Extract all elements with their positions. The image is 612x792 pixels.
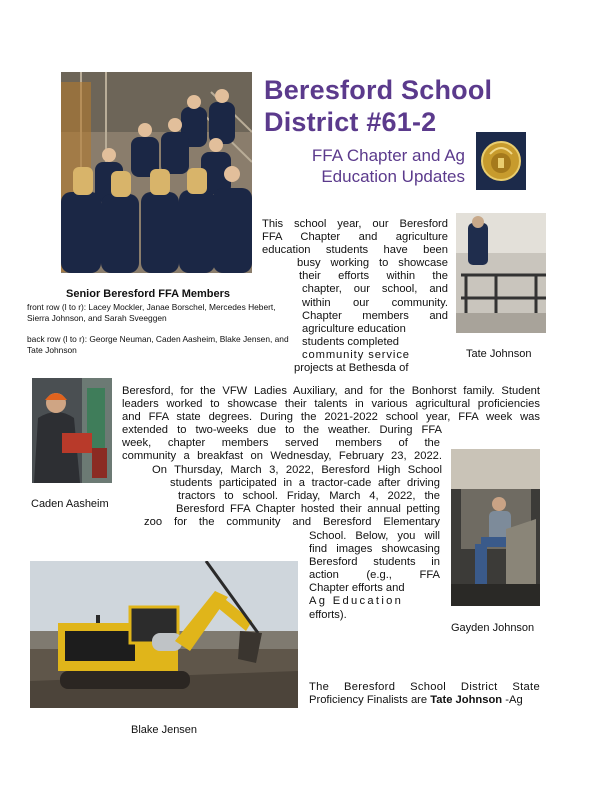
- gayden-johnson-photo: [451, 449, 540, 606]
- caden-aasheim-photo: [32, 378, 112, 483]
- finalists-line-1: The Beresford School District State: [309, 681, 540, 693]
- tate-johnson-photo: [456, 213, 546, 333]
- body-narrow-line: Beresford students in: [309, 556, 440, 569]
- body-line: zoo for the community and Beresford Elementary: [144, 515, 440, 528]
- senior-front-row-text: front row (l to r): Lacey Mockler, Janae Borschel, Mercedes Hebert, Sierra Johnson, and Sarah Sveeggen: [27, 302, 276, 323]
- body-narrow-line: School. Below, you will: [309, 530, 440, 542]
- body-line: On Thursday, March 3, 2022, Beresford High School: [152, 463, 442, 476]
- finalists-text: [309, 681, 540, 707]
- finalists-prefix: Proficiency Finalists are: [309, 694, 431, 707]
- intro-line: This school year, our Beresford: [262, 218, 448, 230]
- intro-line: projects at Bethesda of: [294, 362, 409, 375]
- page-subtitle: [262, 145, 465, 187]
- caption-blake-jensen: Blake Jensen: [131, 724, 198, 736]
- body-narrow-line: efforts).: [309, 608, 347, 621]
- page-title: [264, 74, 564, 138]
- senior-back-row-text: back row (l to r): George Neuman, Caden Aasheim, Blake Jensen, and Tate Johnson: [27, 334, 289, 355]
- intro-line: Chapter members and: [302, 309, 448, 322]
- title-line-2: District #61-2: [264, 107, 437, 137]
- intro-text: [262, 218, 448, 375]
- senior-members-heading: Senior Beresford FFA Members: [66, 288, 231, 300]
- intro-line: their efforts within the: [299, 270, 448, 283]
- caption-gayden-johnson: Gayden Johnson: [451, 622, 535, 634]
- subtitle-line-1: FFA Chapter and Ag: [311, 146, 465, 165]
- intro-line: students completed: [302, 335, 400, 348]
- body-line: students participated in a tractor-cade after driving: [170, 476, 440, 489]
- finalists-suffix: -Ag: [502, 694, 523, 707]
- body-line: extended to two-weeks due to the weather. During FFA: [122, 424, 442, 437]
- intro-line: within our community.: [302, 296, 448, 309]
- blake-jensen-photo: [30, 561, 298, 708]
- intro-line: education students have been: [262, 244, 448, 257]
- body-narrow-line: find images showcasing: [309, 543, 440, 556]
- body-line: Beresford FFA Chapter hosted their annual petting: [176, 502, 440, 515]
- title-line-1: Beresford School: [264, 75, 493, 105]
- caption-tate-johnson: Tate Johnson: [466, 348, 532, 360]
- body-line: week, chapter members served members of the: [122, 437, 440, 450]
- intro-line: FFA Chapter and agriculture: [262, 231, 448, 244]
- caption-caden-aasheim: Caden Aasheim: [31, 498, 109, 510]
- body-narrow-line: Chapter efforts and: [309, 582, 405, 595]
- ffa-emblem-icon: [476, 132, 526, 190]
- body-line: and FFA state degrees. During the 2021-2022 school year, FFA week was: [122, 411, 540, 424]
- intro-line: chapter, our school, and: [302, 283, 448, 296]
- intro-line: busy working to showcase: [297, 257, 448, 270]
- body-line: leaders worked to showcase their talents in various agricultural proficiencies: [122, 398, 540, 411]
- finalist-name: Tate Johnson: [430, 694, 503, 707]
- body-narrow-line: action (e.g., FFA: [309, 569, 440, 582]
- body-line: tractors to school. Friday, March 4, 2022, the: [178, 489, 440, 502]
- body-text-narrow: [309, 530, 440, 622]
- intro-line: community service: [302, 348, 410, 361]
- body-narrow-line: Ag Education: [309, 595, 404, 608]
- intro-line: agriculture education: [302, 322, 406, 335]
- senior-members-photo: [61, 72, 252, 273]
- body-line: Beresford, for the VFW Ladies Auxiliary, and for the Bonhorst family. Student: [122, 385, 540, 397]
- subtitle-line-2: Education Updates: [321, 167, 465, 186]
- finalists-line-2: [309, 694, 540, 707]
- body-line: community a breakfast on Wednesday, February 23, 2022.: [122, 450, 442, 463]
